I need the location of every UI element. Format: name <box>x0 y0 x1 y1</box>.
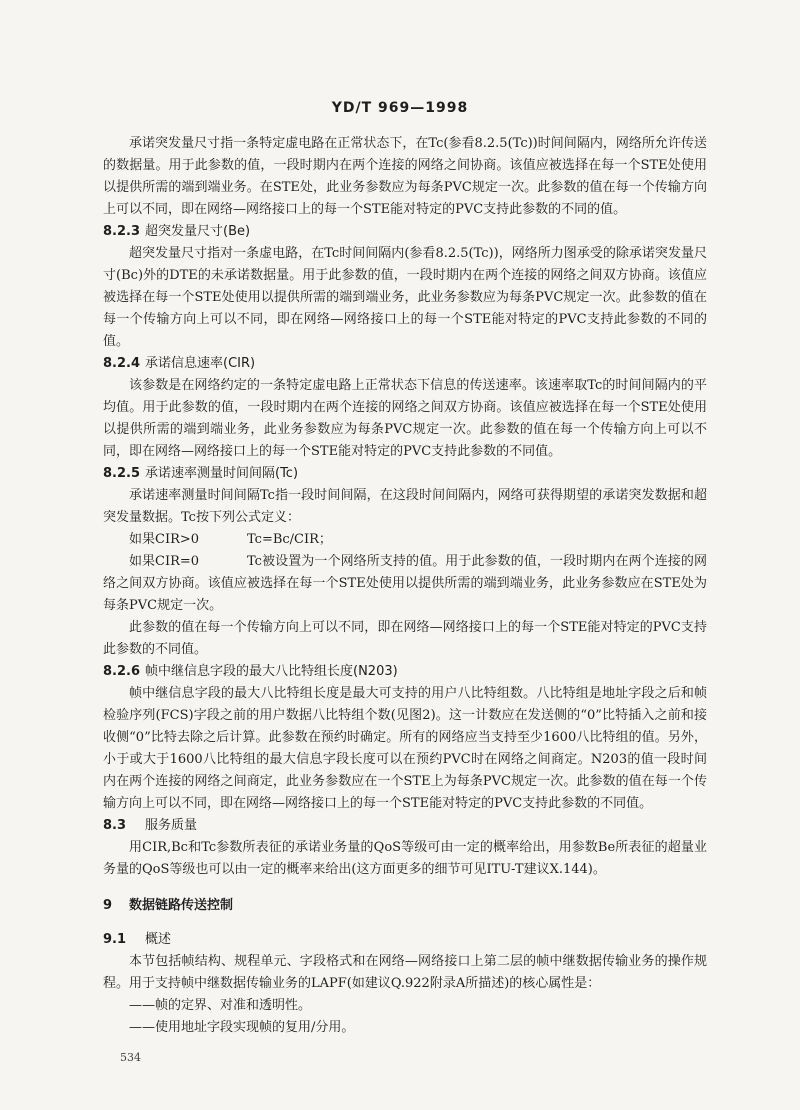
paragraph-committed-burst-size: 承诺突发量尺寸指一条特定虚电路在正常状态下，在Tc(参看8.2.5(Tc))时间间隔内，网络所允许传送的数据量。用于此参数的值，一段时期内在两个连接的网络之间协商。该值应被选择在每一个STE处使用以提供所需的端到端业务。在STE处，此业务参数应为每条PVC规定一次。此参数的值在每一个传输方向上可以不同，即在网络—网络接口上的每一个STE能对特定的PVC支持此参数的不同的值。 <box>103 136 707 217</box>
section-number: 8.2.5 <box>103 466 141 481</box>
section-title: 服务质量 <box>145 818 198 833</box>
paragraph-tc-definition: 承诺速率测量时间间隔Tc指一段时间间隔，在这段时间间隔内，网络可获得期望的承诺突发数据和超突发量数据。Tc按下列公式定义： <box>103 488 707 525</box>
formula-expression: Tc被设置为一个网络所支持的值。用于此参数的值，一段时期内在两个连接的网络之间双方协商。该值应被选择在每一个STE处使用以提供所需的端到端业务，此业务参数应在STE处为每条PVC规定一次。 <box>103 554 707 613</box>
paragraph-excess-burst-size: 超突发量尺寸指对一条虚电路，在Tc时间间隔内(参看8.2.5(Tc))，网络所力图承受的除承诺突发量尺寸(Bc)外的DTE的未承诺数据量。用于此参数的值，一段时期内在两个连接的网络之间双方协商。该值应被选择在每一个STE处使用以提供所需的端到端业务，此业务参数应为每条PVC规定一次。此参数的值在每一个传输方向上可以不同，即在网络—网络接口上的每一个STE能对特定的PVC支持此参数的不同的值。 <box>103 246 707 349</box>
section-title: 承诺信息速率(CIR) <box>145 356 256 371</box>
paragraph-tc-direction: 此参数的值在每一个传输方向上可以不同，即在网络—网络接口上的每一个STE能对特定的PVC支持此参数的不同值。 <box>103 620 707 657</box>
section-8-2-4-heading <box>103 353 707 375</box>
section-8-2-3-heading <box>103 221 707 243</box>
section-title: 概述 <box>145 932 172 947</box>
section-number: 8.3 <box>103 818 127 833</box>
section-8-2-6-heading <box>103 661 707 683</box>
section-number: 8.2.4 <box>103 356 141 371</box>
section-9-heading <box>103 895 707 917</box>
formula-cir-positive <box>103 529 707 551</box>
section-title: 超突发量尺寸(Be) <box>145 224 251 239</box>
section-number: 8.2.3 <box>103 224 141 239</box>
section-8-3-heading <box>103 815 707 837</box>
standard-header: YD/T 969—1998 <box>331 100 469 116</box>
section-number: 9 <box>103 898 113 913</box>
section-title: 承诺速率测量时间间隔(Tc) <box>145 466 299 481</box>
paragraph-cir: 该参数是在网络约定的一条特定虚电路上正常状态下信息的传送速率。该速率取Tc的时间间隔内的平均值。用于此参数的值，一段时期内在两个连接的网络之间双方协商。该值应被选择在每一个STE处使用以提供所需的端到端业务，此业务参数应为每条PVC规定一次。此参数的值在每一个传输方向上可以不同，即在网络—网络接口上的每一个STE能对特定的PVC支持此参数的不同值。 <box>103 378 707 459</box>
section-number: 8.2.6 <box>103 664 141 679</box>
section-title: 数据链路传送控制 <box>129 898 234 913</box>
formula-cir-zero <box>103 551 707 617</box>
formula-condition: 如果CIR>0 <box>129 532 200 547</box>
page-number: 534 <box>120 1051 141 1064</box>
document-body <box>103 133 707 1039</box>
section-8-2-5-heading <box>103 463 707 485</box>
section-9-1-heading <box>103 929 707 951</box>
formula-condition: 如果CIR=0 <box>129 554 200 569</box>
section-number: 9.1 <box>103 932 127 947</box>
formula-expression: Tc=Bc/CIR； <box>247 532 332 547</box>
paragraph-n203: 帧中继信息字段的最大八比特组长度是最大可支持的用户八比特组数。八比特组是地址字段之后和帧检验序列(FCS)字段之前的用户数据八比特组个数(见图2)。这一计数应在发送侧的“0”比特插入之前和接收侧“0”比特去除之后计算。此参数在预约时确定。所有的网络应当支持至少1600八比特组的值。另外，小于或大于1600八比特组的最大信息字段长度可以在预约PVC时在网络之间商定。N203的值一段时间内在两个连接的网络之间商定，此业务参数应在一个STE上为每条PVC规定一次。此参数的值在每一个传输方向上可以不同，即在网络—网络接口上的每一个STE能对特定的PVC支持此参数的不同值。 <box>103 686 707 811</box>
section-title: 帧中继信息字段的最大八比特组长度(N203) <box>145 664 398 679</box>
paragraph-qos: 用CIR,Bc和Tc参数所表征的承诺业务量的QoS等级可由一定的概率给出，用参数Be所表征的超量业务量的QoS等级也可以由一定的概率来给出(这方面更多的细节可见ITU-T建议X.144)。 <box>103 840 707 877</box>
list-item: ——使用地址字段实现帧的复用/分用。 <box>129 1020 355 1035</box>
paragraph-overview: 本节包括帧结构、规程单元、字段格式和在网络—网络接口上第二层的帧中继数据传输业务的操作规程。用于支持帧中继数据传输业务的LAPF(如建议Q.922附录A所描述)的核心属性是： <box>103 954 707 991</box>
list-item: ——帧的定界、对准和透明性。 <box>129 998 312 1013</box>
